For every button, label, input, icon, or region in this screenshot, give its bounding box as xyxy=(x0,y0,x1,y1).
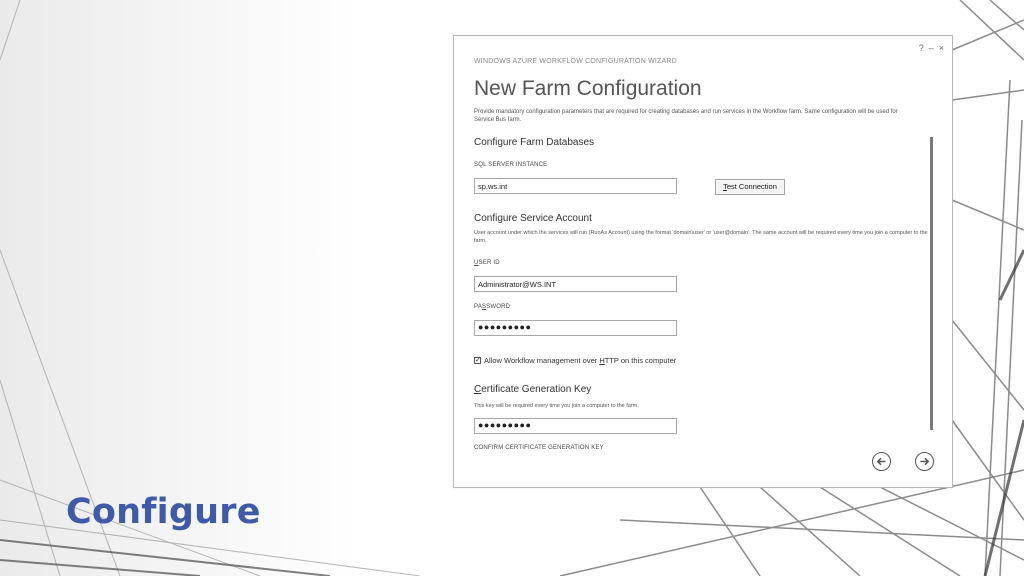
minimize-icon[interactable]: – xyxy=(928,43,934,53)
certificate-key-heading-text: ertificate Generation Key xyxy=(481,384,592,395)
wizard-caption: WINDOWS AZURE WORKFLOW CONFIGURATION WIZARD xyxy=(474,58,677,65)
service-account-heading: Configure Service Account xyxy=(474,213,592,224)
page-title: New Farm Configuration xyxy=(474,77,702,100)
help-icon[interactable]: ? xyxy=(918,43,924,53)
sql-server-label: SQL SERVER INSTANCE xyxy=(474,162,548,168)
test-connection-label: est Connection xyxy=(726,182,777,191)
password-mnemonic: S xyxy=(481,304,487,310)
allow-http-label-start: Allow Workflow management over xyxy=(484,356,600,365)
window-controls xyxy=(919,43,944,53)
allow-http-mnemonic: H xyxy=(599,356,605,365)
allow-http-label[interactable] xyxy=(484,356,676,365)
allow-http-label-end: TTP on this computer xyxy=(604,356,677,365)
test-connection-button[interactable] xyxy=(715,179,785,195)
user-id-label xyxy=(474,260,500,266)
service-account-description: User account under which the services will run (RunAs Account) using the format 'domain\user' or 'user@domain'. The same account will be required every time you join a computer to the farm. xyxy=(474,230,928,244)
certificate-key-input[interactable]: ●●●●●●●●● xyxy=(474,418,677,434)
certificate-key-heading xyxy=(474,384,591,395)
back-button[interactable] xyxy=(872,452,891,471)
page-description: Provide mandatory configuration parameters that are required for creating databases and run services in the Workflow farm. Same configuration will be used for Service Bus farm. xyxy=(474,109,898,123)
vertical-scrollbar[interactable] xyxy=(930,137,933,430)
allow-http-checkbox[interactable]: ✓ xyxy=(475,357,481,364)
arrow-right-icon xyxy=(919,456,930,467)
next-button[interactable] xyxy=(915,452,934,471)
test-connection-mnemonic: T xyxy=(723,182,727,191)
scrollable-content xyxy=(474,137,930,450)
sql-server-input[interactable]: sp.ws.int xyxy=(474,178,677,194)
password-label-start: PA xyxy=(474,304,482,310)
password-input[interactable]: ●●●●●●●●● xyxy=(474,320,677,336)
certificate-key-mnemonic: C xyxy=(474,384,482,395)
confirm-certificate-key-label: CONFIRM CERTIFICATE GENERATION KEY xyxy=(474,445,604,450)
configuration-wizard-window xyxy=(453,35,953,488)
farm-databases-heading: Configure Farm Databases xyxy=(474,137,595,148)
user-id-label-text: SER ID xyxy=(478,260,500,266)
user-id-mnemonic: U xyxy=(474,260,479,266)
certificate-key-description: This key will be required every time you join a computer to the farm. xyxy=(474,403,639,409)
slide-title: Configure xyxy=(66,492,261,532)
close-icon[interactable]: × xyxy=(938,43,944,53)
arrow-left-icon xyxy=(876,456,887,467)
user-id-input[interactable]: Administrator@WS.INT xyxy=(474,276,677,292)
password-label-end: SWORD xyxy=(486,304,511,310)
password-label xyxy=(474,304,510,310)
